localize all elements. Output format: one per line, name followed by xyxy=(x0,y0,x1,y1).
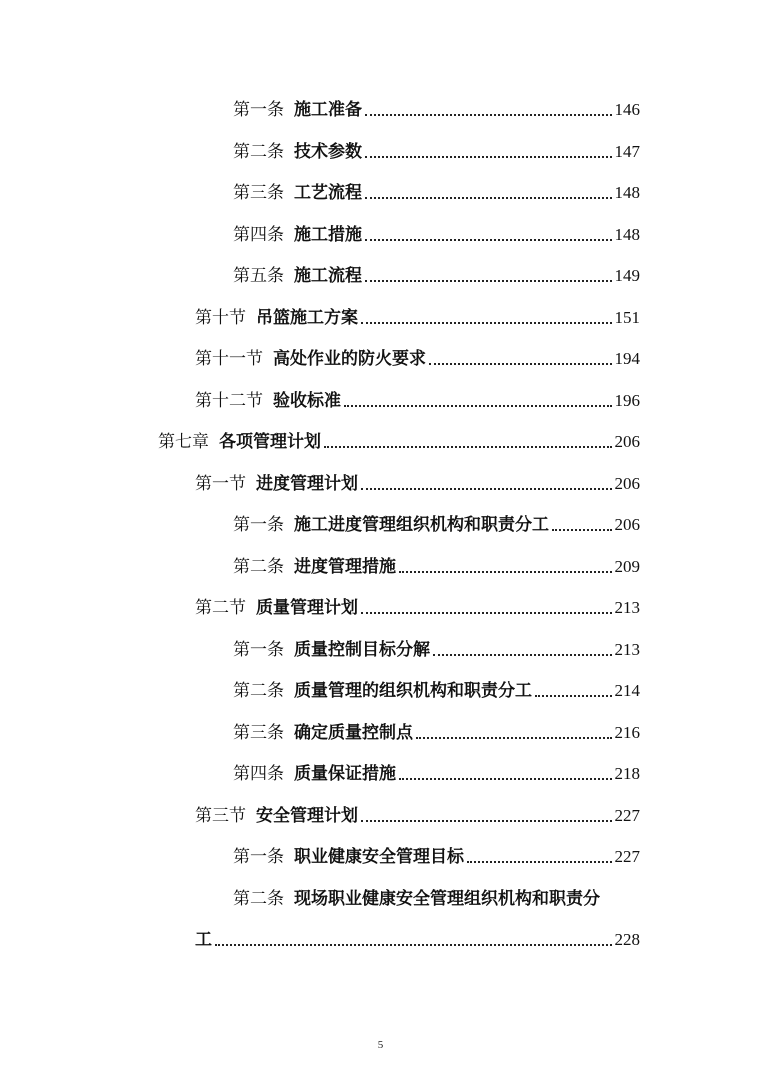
toc-entry-title: 进度管理措施 xyxy=(294,557,396,577)
toc-entry-page: 209 xyxy=(614,557,640,576)
toc-entry-prefix: 第四条 xyxy=(233,764,284,784)
dot-leader xyxy=(365,154,612,158)
toc-entry-title: 职业健康安全管理目标 xyxy=(294,847,464,867)
dot-leader xyxy=(361,320,612,324)
toc-entry-page: 216 xyxy=(614,723,640,742)
toc-entry[interactable] xyxy=(195,388,640,414)
toc-entry-prefix: 第四条 xyxy=(233,225,284,245)
toc-entry-title: 施工流程 xyxy=(294,266,362,286)
dot-leader xyxy=(399,776,612,780)
toc-entry-title: 施工进度管理组织机构和职责分工 xyxy=(294,515,549,535)
toc-entry[interactable] xyxy=(233,844,640,870)
toc-entry-page: 151 xyxy=(614,308,640,327)
toc-entry-title: 安全管理计划 xyxy=(256,806,358,826)
toc-entry[interactable] xyxy=(233,512,640,538)
toc-entry-title: 施工措施 xyxy=(294,225,362,245)
toc-entry-page: 148 xyxy=(614,225,640,244)
toc-entry-prefix: 第二条 xyxy=(233,889,284,909)
toc-entry-prefix: 第二节 xyxy=(195,598,246,618)
toc-entry-title: 吊篮施工方案 xyxy=(256,308,358,328)
toc-entry-title: 工艺流程 xyxy=(294,183,362,203)
toc-entry[interactable] xyxy=(195,471,640,497)
toc-entry-page: 206 xyxy=(614,474,640,493)
dot-leader xyxy=(361,818,612,822)
toc-entry-title: 质量管理的组织机构和职责分工 xyxy=(294,681,532,701)
toc-entry[interactable] xyxy=(195,595,640,621)
toc-entry-page: 206 xyxy=(614,515,640,534)
dot-leader xyxy=(416,735,612,739)
toc-entry-prefix: 第一条 xyxy=(233,515,284,535)
dot-leader xyxy=(365,278,612,282)
toc-entry[interactable] xyxy=(233,720,640,746)
toc-entry-continuation[interactable] xyxy=(195,927,640,953)
dot-leader xyxy=(344,403,612,407)
toc-entry-prefix: 第三条 xyxy=(233,183,284,203)
toc-entry-page: 196 xyxy=(614,391,640,410)
toc-entry[interactable] xyxy=(233,637,640,663)
toc-entry-title: 工 xyxy=(195,930,212,950)
toc-entry[interactable] xyxy=(195,346,640,372)
toc-entry-prefix: 第一条 xyxy=(233,640,284,660)
toc-entry-wrapped[interactable] xyxy=(233,886,600,912)
toc-entry-prefix: 第五条 xyxy=(233,266,284,286)
toc-entry-title: 进度管理计划 xyxy=(256,474,358,494)
toc-entry[interactable] xyxy=(233,263,640,289)
toc-entry[interactable] xyxy=(233,554,640,580)
toc-entry-prefix: 第一条 xyxy=(233,847,284,867)
toc-entry-prefix: 第三节 xyxy=(195,806,246,826)
toc-entry-prefix: 第十节 xyxy=(195,308,246,328)
toc-entry[interactable] xyxy=(233,97,640,123)
dot-leader xyxy=(365,237,612,241)
toc-entry-title: 各项管理计划 xyxy=(219,432,321,452)
toc-entry[interactable] xyxy=(158,429,640,455)
toc-entry-title: 质量控制目标分解 xyxy=(294,640,430,660)
dot-leader xyxy=(365,112,612,116)
toc-entry-title: 质量保证措施 xyxy=(294,764,396,784)
toc-entry-page: 149 xyxy=(614,266,640,285)
toc-entry-prefix: 第十一节 xyxy=(195,349,263,369)
toc-entry-page: 214 xyxy=(614,681,640,700)
toc-entry-page: 206 xyxy=(614,432,640,451)
toc-entry-prefix: 第十二节 xyxy=(195,391,263,411)
toc-entry[interactable] xyxy=(233,139,640,165)
toc-entry-prefix: 第二条 xyxy=(233,142,284,162)
dot-leader xyxy=(215,942,612,946)
toc-entry-prefix: 第七章 xyxy=(158,432,209,452)
toc-entry-title: 现场职业健康安全管理组织机构和职责分 xyxy=(294,889,600,909)
toc-entry-title: 技术参数 xyxy=(294,142,362,162)
toc-entry-page: 218 xyxy=(614,764,640,783)
toc-entry-page: 227 xyxy=(614,806,640,825)
toc-entry-title: 质量管理计划 xyxy=(256,598,358,618)
dot-leader xyxy=(361,486,612,490)
dot-leader xyxy=(429,361,612,365)
toc-entry-prefix: 第二条 xyxy=(233,681,284,701)
toc-entry[interactable] xyxy=(233,761,640,787)
dot-leader xyxy=(467,859,612,863)
toc-entry-title: 施工准备 xyxy=(294,100,362,120)
toc-entry[interactable] xyxy=(195,803,640,829)
toc-entry-page: 227 xyxy=(614,847,640,866)
toc-entry-prefix: 第一条 xyxy=(233,100,284,120)
toc-entry-prefix: 第一节 xyxy=(195,474,246,494)
toc-entry[interactable] xyxy=(233,180,640,206)
dot-leader xyxy=(324,444,612,448)
toc-entry-prefix: 第二条 xyxy=(233,557,284,577)
toc-entry[interactable] xyxy=(195,305,640,331)
toc-entry-page: 228 xyxy=(614,930,640,949)
toc-entry-title: 确定质量控制点 xyxy=(294,723,413,743)
toc-entry-prefix: 第三条 xyxy=(233,723,284,743)
toc-entry-page: 147 xyxy=(614,142,640,161)
page-number: 5 xyxy=(377,1039,384,1051)
toc-entry-page: 146 xyxy=(614,100,640,119)
toc-entry-page: 213 xyxy=(614,640,640,659)
dot-leader xyxy=(361,610,612,614)
toc-entry-page: 213 xyxy=(614,598,640,617)
dot-leader xyxy=(433,652,612,656)
toc-entry-page: 148 xyxy=(614,183,640,202)
dot-leader xyxy=(399,569,612,573)
toc-entry[interactable] xyxy=(233,222,640,248)
dot-leader xyxy=(552,527,612,531)
toc-entry-page: 194 xyxy=(614,349,640,368)
dot-leader xyxy=(365,195,612,199)
toc-entry-title: 高处作业的防火要求 xyxy=(273,349,426,369)
dot-leader xyxy=(535,693,612,697)
toc-entry[interactable] xyxy=(233,678,640,704)
toc-entry-title: 验收标准 xyxy=(273,391,341,411)
